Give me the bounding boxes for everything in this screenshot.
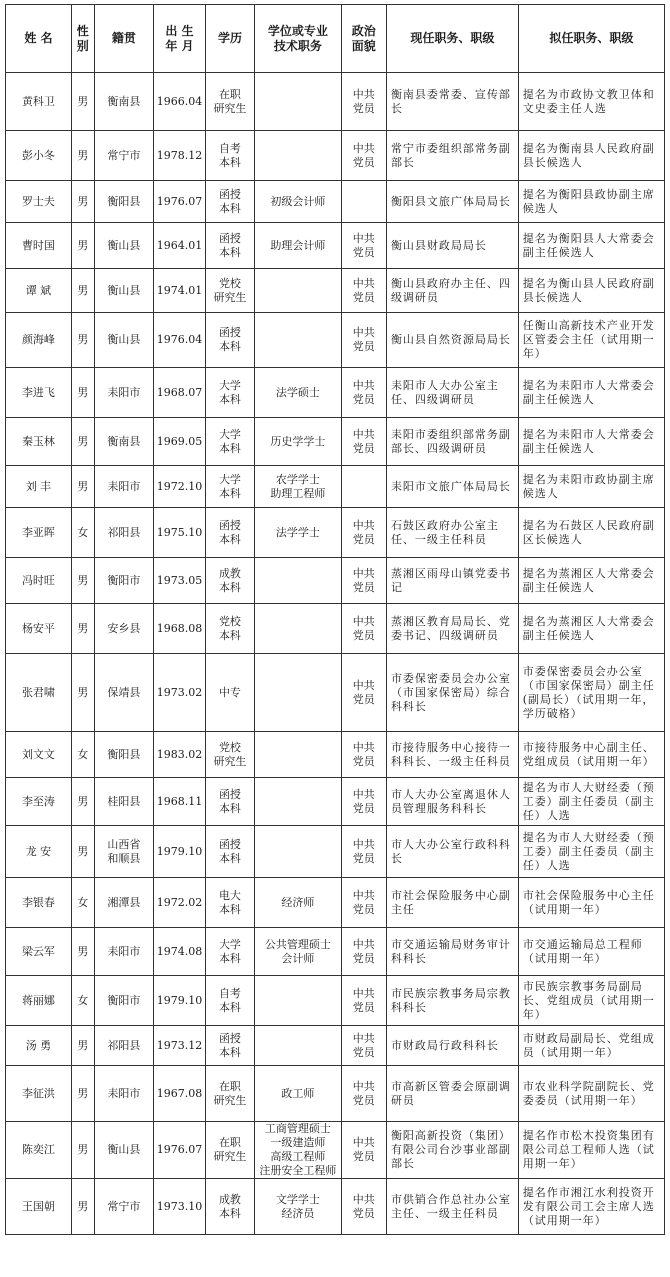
- sex-cell: 男: [71, 131, 94, 181]
- current-post-cell: 衡山县自然资源局局长: [386, 313, 518, 368]
- current-post-cell: 市接待服务中心接待一科科长、一级主任科员: [386, 732, 518, 778]
- table-row: [6, 878, 665, 928]
- current-post-cell: 石鼓区政府办公室主任、一级主任科员: [386, 508, 518, 558]
- origin-cell: 常宁市: [94, 131, 154, 181]
- education-cell: 在职 研究生: [205, 1066, 254, 1122]
- origin-cell: 衡阳县: [94, 732, 154, 778]
- proposed-post-cell: 提名为市人大财经委（预工委）副主任委员（副主任）人选: [518, 826, 664, 878]
- birth-date-cell: 1976.07: [154, 1122, 205, 1179]
- sex-cell: 男: [71, 181, 94, 223]
- party-cell: 中共 党员: [341, 508, 386, 558]
- birth-date-cell: 1973.05: [154, 558, 205, 604]
- degree-cell: 初级会计师: [255, 181, 341, 223]
- birth-date-cell: 1978.12: [154, 131, 205, 181]
- education-cell: 在职 研究生: [205, 1122, 254, 1179]
- person-name-cell: 刘 丰: [6, 466, 72, 508]
- degree-cell: 文学学士 经济员: [255, 1179, 341, 1235]
- birth-date-cell: 1983.02: [154, 732, 205, 778]
- degree-cell: [255, 778, 341, 826]
- sex-cell: 女: [71, 878, 94, 928]
- table-row: [6, 778, 665, 826]
- birth-date-cell: 1967.08: [154, 1066, 205, 1122]
- party-cell: 中共 党员: [341, 313, 386, 368]
- person-name-cell: 陈奕江: [6, 1122, 72, 1179]
- education-cell: 党校 本科: [205, 604, 254, 654]
- education-cell: 自考 本科: [205, 131, 254, 181]
- education-cell: 大学 本科: [205, 368, 254, 418]
- education-cell: 在职 研究生: [205, 73, 254, 131]
- person-name-cell: 王国朝: [6, 1179, 72, 1235]
- proposed-post-cell: 提名为衡山县人民政府副县长候选人: [518, 269, 664, 313]
- education-cell: 函授 本科: [205, 778, 254, 826]
- education-cell: 函授 本科: [205, 508, 254, 558]
- person-name-cell: 张君啸: [6, 654, 72, 732]
- sex-cell: 男: [71, 418, 94, 466]
- current-post-cell: 常宁市委组织部常务副部长: [386, 131, 518, 181]
- header-row: [6, 5, 665, 73]
- origin-cell: 祁阳县: [94, 1026, 154, 1066]
- origin-cell: 常宁市: [94, 1179, 154, 1235]
- education-cell: 函授 本科: [205, 1026, 254, 1066]
- origin-cell: 衡南县: [94, 73, 154, 131]
- table-row: [6, 508, 665, 558]
- person-name-cell: 罗士夫: [6, 181, 72, 223]
- header-proposed-post: 拟任职务、职级: [518, 5, 664, 73]
- origin-cell: 衡山县: [94, 1122, 154, 1179]
- proposed-post-cell: 市财政局副局长、党组成员（试用期一年）: [518, 1026, 664, 1066]
- party-cell: 中共 党员: [341, 976, 386, 1026]
- person-name-cell: 颜海峰: [6, 313, 72, 368]
- table-row: [6, 928, 665, 976]
- current-post-cell: 衡阳高新投资（集团）有限公司台沙事业部副部长: [386, 1122, 518, 1179]
- table-row: [6, 368, 665, 418]
- sex-cell: 男: [71, 928, 94, 976]
- person-name-cell: 李进飞: [6, 368, 72, 418]
- origin-cell: 衡山县: [94, 269, 154, 313]
- table-row: [6, 269, 665, 313]
- current-post-cell: 市委保密委员会办公室（市国家保密局）综合科科长: [386, 654, 518, 732]
- degree-cell: 历史学学士: [255, 418, 341, 466]
- current-post-cell: 市高新区管委会原副调研员: [386, 1066, 518, 1122]
- sex-cell: 男: [71, 1179, 94, 1235]
- current-post-cell: 市民族宗教事务局宗教科科长: [386, 976, 518, 1026]
- origin-cell: 湘潭县: [94, 878, 154, 928]
- current-post-cell: 市财政局行政科科长: [386, 1026, 518, 1066]
- current-post-cell: 市交通运输局财务审计科科长: [386, 928, 518, 976]
- table-row: [6, 313, 665, 368]
- party-cell: 中共 党员: [341, 826, 386, 878]
- origin-cell: 祁阳县: [94, 508, 154, 558]
- degree-cell: 公共管理硕士 会计师: [255, 928, 341, 976]
- party-cell: 中共 党员: [341, 1026, 386, 1066]
- current-post-cell: 耒阳市委组织部常务副部长、四级调研员: [386, 418, 518, 466]
- proposed-post-cell: 提名为石鼓区人民政府副区长候选人: [518, 508, 664, 558]
- current-post-cell: 市供销合作总社办公室主任、一级主任科员: [386, 1179, 518, 1235]
- degree-cell: 助理会计师: [255, 223, 341, 269]
- education-cell: 中专: [205, 654, 254, 732]
- birth-date-cell: 1976.07: [154, 181, 205, 223]
- birth-date-cell: 1973.10: [154, 1179, 205, 1235]
- party-cell: 中共 党员: [341, 223, 386, 269]
- current-post-cell: 耒阳市人大办公室主任、四级调研员: [386, 368, 518, 418]
- party-cell: 中共 党员: [341, 604, 386, 654]
- origin-cell: 衡山县: [94, 223, 154, 269]
- proposed-post-cell: 提名为衡阳县政协副主席候选人: [518, 181, 664, 223]
- person-name-cell: 谭 斌: [6, 269, 72, 313]
- table-row: [6, 654, 665, 732]
- person-name-cell: 彭小冬: [6, 131, 72, 181]
- birth-date-cell: 1974.08: [154, 928, 205, 976]
- degree-cell: 农学学士 助理工程师: [255, 466, 341, 508]
- person-name-cell: 李银春: [6, 878, 72, 928]
- birth-date-cell: 1964.01: [154, 223, 205, 269]
- sex-cell: 男: [71, 1122, 94, 1179]
- party-cell: 中共 党员: [341, 73, 386, 131]
- person-name-cell: 梁云军: [6, 928, 72, 976]
- table-row: [6, 418, 665, 466]
- current-post-cell: 市社会保险服务中心副主任: [386, 878, 518, 928]
- sex-cell: 女: [71, 732, 94, 778]
- birth-date-cell: 1968.08: [154, 604, 205, 654]
- birth-date-cell: 1972.02: [154, 878, 205, 928]
- current-post-cell: 衡阳县文旅广体局局长: [386, 181, 518, 223]
- proposed-post-cell: 提名为衡南县人民政府副县长候选人: [518, 131, 664, 181]
- header-sex: 性别: [71, 5, 94, 73]
- degree-cell: [255, 826, 341, 878]
- table-row: [6, 976, 665, 1026]
- education-cell: 大学 本科: [205, 418, 254, 466]
- person-name-cell: 蒋丽娜: [6, 976, 72, 1026]
- origin-cell: 耒阳市: [94, 368, 154, 418]
- birth-date-cell: 1972.10: [154, 466, 205, 508]
- header-origin: 籍贯: [94, 5, 154, 73]
- proposed-post-cell: 提名为耒阳市人大常委会副主任候选人: [518, 368, 664, 418]
- education-cell: 函授 本科: [205, 223, 254, 269]
- education-cell: 自考 本科: [205, 976, 254, 1026]
- education-cell: 大学 本科: [205, 466, 254, 508]
- origin-cell: 桂阳县: [94, 778, 154, 826]
- education-cell: 成教 本科: [205, 1179, 254, 1235]
- table-row: [6, 73, 665, 131]
- header-name: 姓 名: [6, 5, 72, 73]
- sex-cell: 男: [71, 313, 94, 368]
- person-name-cell: 刘文文: [6, 732, 72, 778]
- current-post-cell: 市人大办公室离退休人员管理服务科科长: [386, 778, 518, 826]
- sex-cell: 男: [71, 466, 94, 508]
- header-degree: 学位或专业 技术职务: [255, 5, 341, 73]
- origin-cell: 衡南县: [94, 418, 154, 466]
- origin-cell: 耒阳市: [94, 928, 154, 976]
- origin-cell: 安乡县: [94, 604, 154, 654]
- degree-cell: 法学硕士: [255, 368, 341, 418]
- education-cell: 电大 本科: [205, 878, 254, 928]
- proposed-post-cell: 提名作市湘江水利投资开发有限公司工会主席人选（试用期一年）: [518, 1179, 664, 1235]
- sex-cell: 男: [71, 654, 94, 732]
- education-cell: 党校 研究生: [205, 732, 254, 778]
- proposed-post-cell: 市社会保险服务中心主任（试用期一年）: [518, 878, 664, 928]
- birth-date-cell: 1968.11: [154, 778, 205, 826]
- origin-cell: 衡阳市: [94, 558, 154, 604]
- birth-date-cell: 1973.12: [154, 1026, 205, 1066]
- sex-cell: 男: [71, 269, 94, 313]
- degree-cell: [255, 269, 341, 313]
- current-post-cell: 蒸湘区教育局局长、党委书记、四级调研员: [386, 604, 518, 654]
- person-name-cell: 秦玉林: [6, 418, 72, 466]
- party-cell: 中共 党员: [341, 778, 386, 826]
- degree-cell: [255, 732, 341, 778]
- birth-date-cell: 1974.01: [154, 269, 205, 313]
- party-cell: 中共 党员: [341, 928, 386, 976]
- sex-cell: 女: [71, 976, 94, 1026]
- header-current-post: 现任职务、职级: [386, 5, 518, 73]
- sex-cell: 女: [71, 508, 94, 558]
- table-row: [6, 558, 665, 604]
- current-post-cell: 衡南县委常委、宣传部长: [386, 73, 518, 131]
- degree-cell: [255, 976, 341, 1026]
- birth-date-cell: 1973.02: [154, 654, 205, 732]
- party-cell: 中共 党员: [341, 878, 386, 928]
- header-education: 学历: [205, 5, 254, 73]
- origin-cell: 山西省 和顺县: [94, 826, 154, 878]
- birth-date-cell: 1979.10: [154, 826, 205, 878]
- current-post-cell: 蒸湘区雨母山镇党委书记: [386, 558, 518, 604]
- person-name-cell: 黄科卫: [6, 73, 72, 131]
- origin-cell: 耒阳市: [94, 466, 154, 508]
- degree-cell: [255, 73, 341, 131]
- party-cell: 中共 党员: [341, 1122, 386, 1179]
- current-post-cell: 衡山县政府办主任、四级调研员: [386, 269, 518, 313]
- party-cell: 中共 党员: [341, 368, 386, 418]
- degree-cell: 法学学士: [255, 508, 341, 558]
- origin-cell: 衡阳市: [94, 976, 154, 1026]
- sex-cell: 男: [71, 1066, 94, 1122]
- origin-cell: 衡山县: [94, 313, 154, 368]
- table-row: [6, 1026, 665, 1066]
- party-cell: [341, 466, 386, 508]
- education-cell: 成教 本科: [205, 558, 254, 604]
- sex-cell: 男: [71, 558, 94, 604]
- person-name-cell: 冯时旺: [6, 558, 72, 604]
- sex-cell: 男: [71, 73, 94, 131]
- birth-date-cell: 1975.10: [154, 508, 205, 558]
- proposed-post-cell: 市交通运输局总工程师（试用期一年）: [518, 928, 664, 976]
- party-cell: 中共 党员: [341, 269, 386, 313]
- proposed-post-cell: 提名为耒阳市人大常委会副主任候选人: [518, 418, 664, 466]
- education-cell: 党校 研究生: [205, 269, 254, 313]
- party-cell: [341, 181, 386, 223]
- degree-cell: [255, 313, 341, 368]
- origin-cell: 保靖县: [94, 654, 154, 732]
- person-name-cell: 汤 勇: [6, 1026, 72, 1066]
- sex-cell: 男: [71, 826, 94, 878]
- degree-cell: [255, 654, 341, 732]
- birth-date-cell: 1968.07: [154, 368, 205, 418]
- birth-date-cell: 1969.05: [154, 418, 205, 466]
- proposed-post-cell: 提名为市政协文教卫体和文史委主任人选: [518, 73, 664, 131]
- sex-cell: 男: [71, 604, 94, 654]
- proposed-post-cell: 提名为耒阳市政协副主席候选人: [518, 466, 664, 508]
- proposed-post-cell: 提名为衡阳县人大常委会副主任候选人: [518, 223, 664, 269]
- table-row: [6, 131, 665, 181]
- cadre-table: [5, 4, 665, 1235]
- person-name-cell: 李征洪: [6, 1066, 72, 1122]
- table-row: [6, 181, 665, 223]
- proposed-post-cell: 提名作市松木投资集团有限公司总工程师人选（试用期一年）: [518, 1122, 664, 1179]
- table-row: [6, 826, 665, 878]
- birth-date-cell: 1976.04: [154, 313, 205, 368]
- person-name-cell: 曹时国: [6, 223, 72, 269]
- education-cell: 函授 本科: [205, 313, 254, 368]
- degree-cell: 政工师: [255, 1066, 341, 1122]
- person-name-cell: 杨安平: [6, 604, 72, 654]
- header-birth: 出 生 年 月: [154, 5, 205, 73]
- table-row: [6, 1122, 665, 1179]
- header-party: 政治 面貌: [341, 5, 386, 73]
- table-row: [6, 1179, 665, 1235]
- current-post-cell: 耒阳市文旅广体局局长: [386, 466, 518, 508]
- party-cell: 中共 党员: [341, 1066, 386, 1122]
- degree-cell: [255, 131, 341, 181]
- table-row: [6, 732, 665, 778]
- table-row: [6, 223, 665, 269]
- degree-cell: 经济师: [255, 878, 341, 928]
- person-name-cell: 李亚晖: [6, 508, 72, 558]
- table-row: [6, 466, 665, 508]
- degree-cell: [255, 558, 341, 604]
- person-name-cell: 龙 安: [6, 826, 72, 878]
- proposed-post-cell: 提名为蒸湘区人大常委会副主任候选人: [518, 558, 664, 604]
- party-cell: 中共 党员: [341, 418, 386, 466]
- degree-cell: [255, 604, 341, 654]
- proposed-post-cell: 市民族宗教事务局副局长、党组成员（试用期一年）: [518, 976, 664, 1026]
- birth-date-cell: 1979.10: [154, 976, 205, 1026]
- education-cell: 函授 本科: [205, 181, 254, 223]
- education-cell: 函授 本科: [205, 826, 254, 878]
- education-cell: 大学 本科: [205, 928, 254, 976]
- current-post-cell: 市人大办公室行政科科长: [386, 826, 518, 878]
- proposed-post-cell: 任衡山高新技术产业开发区管委会主任（试用期一年）: [518, 313, 664, 368]
- sex-cell: 男: [71, 778, 94, 826]
- current-post-cell: 衡山县财政局局长: [386, 223, 518, 269]
- table-row: [6, 1066, 665, 1122]
- party-cell: 中共 党员: [341, 131, 386, 181]
- proposed-post-cell: 提名为市人大财经委（预工委）副主任委员（副主任）人选: [518, 778, 664, 826]
- origin-cell: 耒阳市: [94, 1066, 154, 1122]
- party-cell: 中共 党员: [341, 654, 386, 732]
- sex-cell: 男: [71, 223, 94, 269]
- sex-cell: 男: [71, 1026, 94, 1066]
- degree-cell: [255, 1026, 341, 1066]
- person-name-cell: 李至涛: [6, 778, 72, 826]
- party-cell: 中共 党员: [341, 732, 386, 778]
- party-cell: 中共 党员: [341, 558, 386, 604]
- proposed-post-cell: 市委保密委员会办公室（市国家保密局）副主任(副局长）（试用期一年，学历破格）: [518, 654, 664, 732]
- proposed-post-cell: 提名为蒸湘区人大常委会副主任候选人: [518, 604, 664, 654]
- sex-cell: 男: [71, 368, 94, 418]
- party-cell: 中共 党员: [341, 1179, 386, 1235]
- birth-date-cell: 1966.04: [154, 73, 205, 131]
- table-row: [6, 604, 665, 654]
- degree-cell: 工商管理硕士 一级建造师 高级工程师 注册安全工程师: [255, 1122, 341, 1179]
- origin-cell: 衡阳县: [94, 181, 154, 223]
- proposed-post-cell: 市接待服务中心副主任、党组成员（试用期一年）: [518, 732, 664, 778]
- proposed-post-cell: 市农业科学院副院长、党委委员（试用期一年）: [518, 1066, 664, 1122]
